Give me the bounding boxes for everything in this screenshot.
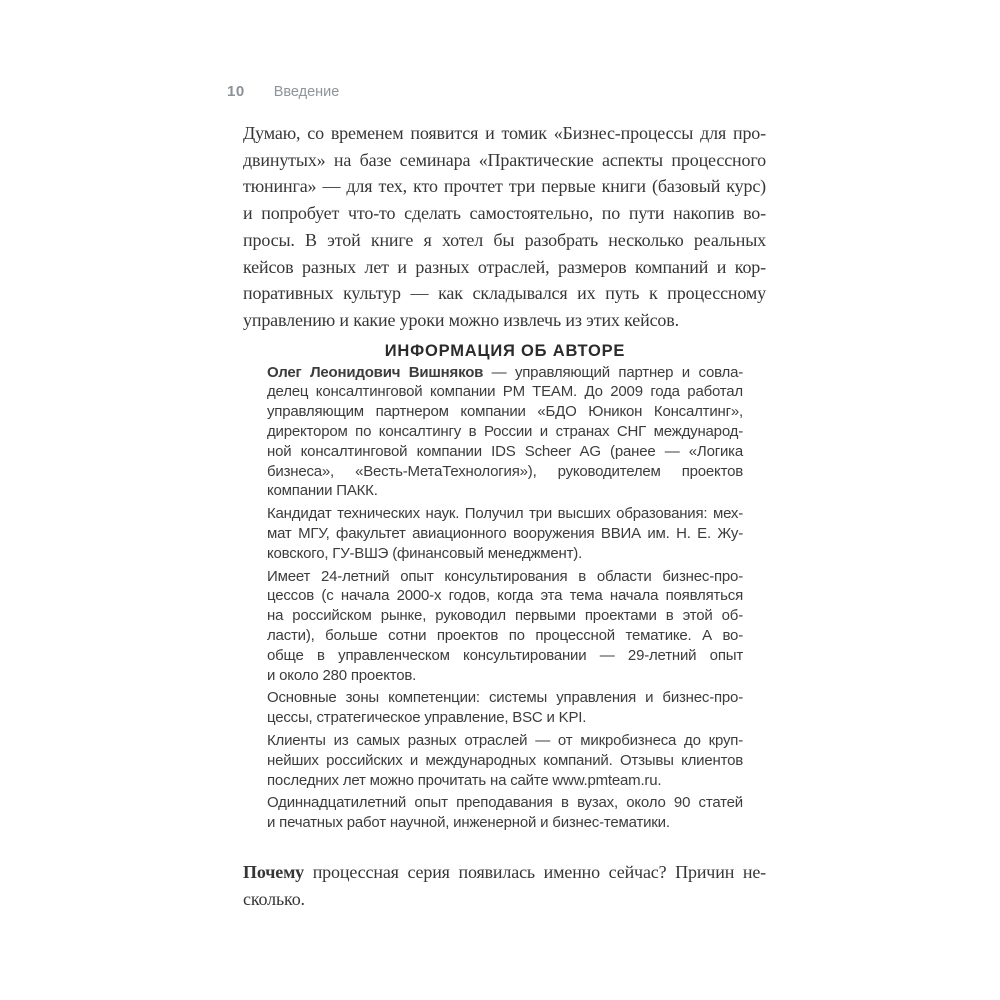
- text-line: Основные зоны компетенции: системы управления и бизнес-про-: [267, 689, 743, 707]
- intro-paragraph: [243, 120, 766, 334]
- text-line: нейших российских и международных компаний. Отзывы клиентов: [267, 751, 743, 769]
- chapter-title: Введение: [273, 84, 340, 100]
- text-line: управляющим партнером компании «БДО Юникон Консалтинг»,: [267, 403, 743, 421]
- author-paragraph-competencies: [267, 688, 743, 728]
- text-line: Думаю, со временем появится и томик «Бизнес-процессы для про-: [243, 123, 766, 143]
- text-line: последних лет можно прочитать на сайте www.pmteam.ru.: [267, 771, 662, 789]
- text-line: Кандидат технических наук. Получил три высших образования: мех-: [267, 505, 743, 523]
- author-paragraph-clients: [267, 731, 743, 790]
- text-line: поративных культур — как складывался их путь к процессному: [243, 283, 766, 304]
- author-info-section: [267, 363, 743, 833]
- text-line: и около 280 проектов.: [267, 666, 417, 684]
- text-line-rest: — управляющий партнер и совла-: [483, 363, 744, 381]
- text-line: тюнинга» — для тех, кто прочтет три первые книги (базовый курс): [243, 176, 766, 197]
- text-line: ковского, ГУ-ВШЭ (финансовый менеджмент).: [267, 544, 583, 562]
- text-line: Одиннадцатилетний опыт преподавания в вузах, около 90 статей: [267, 794, 743, 812]
- author-paragraph-education: [267, 504, 743, 563]
- text-line: Имеет 24-летний опыт консультирования в области бизнес-про-: [267, 567, 743, 585]
- closing-bold-word: Почему: [243, 861, 305, 882]
- text-line: ласти), больше сотни проектов по процессной тематике. А во-: [267, 626, 743, 644]
- page-number: 10: [227, 83, 245, 100]
- text-line: делец консалтинговой компании PM TEAM. До 2009 года работал: [267, 383, 743, 401]
- text-line: [267, 363, 743, 383]
- running-header: [227, 83, 339, 101]
- text-line: сколько.: [243, 888, 305, 909]
- author-name: Олег Леонидович Вишняков: [267, 363, 484, 381]
- text-line: [243, 859, 766, 886]
- author-paragraph-teaching: [267, 793, 743, 833]
- text-line: бизнеса», «Весть-МетаТехнология»), руководителем проектов: [267, 462, 743, 480]
- closing-paragraph: [243, 859, 766, 913]
- author-info-heading: ИНФОРМАЦИЯ ОБ АВТОРЕ: [384, 341, 626, 360]
- text-line: обще в управленческом консультировании — 29-летний опыт: [267, 646, 743, 664]
- text-line: ной консалтинговой компании IDS Scheer AG (ранее — «Логика: [267, 442, 743, 460]
- text-line: мат МГУ, факультет авиационного вооружения ВВИА им. Н. Е. Жу-: [267, 525, 743, 542]
- page-content: [243, 120, 766, 913]
- text-line: Клиенты из самых разных отраслей — от микробизнеса до круп-: [267, 731, 743, 749]
- author-paragraph-bio: [267, 363, 743, 502]
- author-paragraph-experience: [267, 567, 743, 686]
- text-line: и печатных работ научной, инженерной и бизнес-тематики.: [267, 814, 670, 832]
- text-line: цессы, стратегическое управление, BSC и KPI.: [267, 709, 587, 727]
- text-line: директором по консалтингу в России и странах СНГ международ-: [267, 423, 743, 441]
- text-line: кейсов разных лет и разных отраслей, размеров компаний и кор-: [243, 256, 766, 277]
- text-line: на российском рынке, руководил первыми проектами в этой об-: [267, 607, 743, 625]
- text-line: и попробует что-то сделать самостоятельно, по пути накопив во-: [243, 203, 766, 224]
- text-line: цессов (с начала 2000-х годов, когда эта тема начала появляться: [267, 587, 743, 605]
- text-line: управлению и какие уроки можно извлечь из этих кейсов.: [243, 309, 679, 330]
- text-line: просы. В этой книге я хотел бы разобрать несколько реальных: [243, 229, 766, 250]
- text-line: компании ПАКК.: [267, 482, 378, 500]
- text-line: двинутых» на базе семинара «Практические аспекты процессного: [243, 149, 766, 170]
- text-line-rest: процессная серия появилась именно сейчас? Причин не-: [304, 861, 766, 882]
